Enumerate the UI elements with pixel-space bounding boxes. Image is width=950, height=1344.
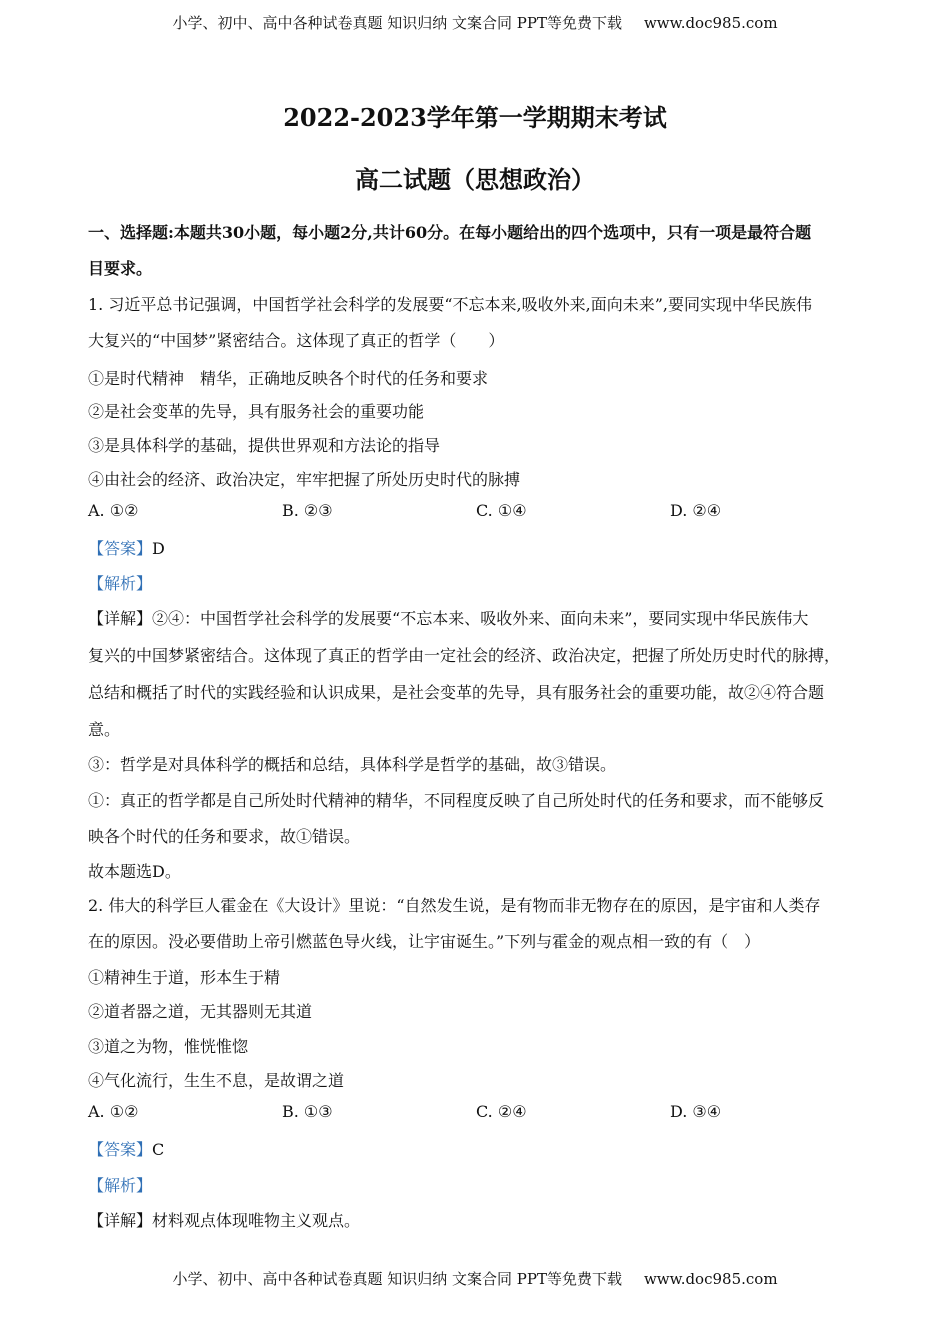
q2-option-c: C. ②④: [476, 1102, 527, 1121]
q2-statement-4: ④气化流行，生生不息，是故谓之道: [88, 1071, 345, 1090]
answer-tag: 【答案】: [88, 539, 153, 558]
q1-statement-2: ②是社会变革的先导，具有服务社会的重要功能: [88, 402, 425, 421]
q1-option-b: B. ②③: [282, 501, 333, 520]
q2-stem-line1: 2. 伟大的科学巨人霍金在《大设计》里说：“自然发生说，是有物而非无物存在的原因，是宇宙和人类存: [88, 896, 821, 915]
q2-detail-line1: [88, 1208, 360, 1231]
q1-detail-text: ②④：中国哲学社会科学的发展要“不忘本来、吸收外来、面向未来”，要同实现中华民族伟大: [152, 609, 809, 628]
exam-subtitle: 高二试题（思想政治）: [355, 165, 595, 194]
q2-analysis-tag: 【解析】: [88, 1176, 153, 1195]
answer-tag: 【答案】: [88, 1140, 153, 1159]
q2-stem-line2: 在的原因。没必要借助上帝引燃蓝色导火线，让宇宙诞生。”下列与霍金的观点相一致的有（ ）: [88, 932, 761, 951]
detail-tag: 【详解】: [88, 1211, 153, 1230]
header-text: 小学、初中、高中各种试卷真题 知识归纳 文案合同 PPT等免费下载: [172, 14, 622, 32]
page-footer: [0, 1268, 950, 1289]
section-instructions-line2: 目要求。: [88, 259, 153, 278]
q1-analysis-tag: 【解析】: [88, 574, 153, 593]
q1-detail-line2: 复兴的中国梦紧密结合。这体现了真正的哲学由一定社会的经济、政治决定，把握了所处历史时代的脉搏，: [88, 646, 841, 665]
q1-statement-3: ③是具体科学的基础，提供世界观和方法论的指导: [88, 436, 441, 455]
q1-detail-line1: [88, 606, 808, 629]
page-header: [0, 12, 950, 33]
q1-detail-line4: 意。: [88, 720, 121, 739]
q1-detail-line7: 映各个时代的任务和要求，故①错误。: [88, 827, 361, 846]
q1-stem-line1: 1. 习近平总书记强调，中国哲学社会科学的发展要“不忘本来,吸收外来,面向未来”,要同实现中华民族伟: [88, 295, 812, 314]
q1-detail-line8: 故本题选D。: [88, 862, 181, 881]
header-url[interactable]: www.doc985.com: [643, 14, 778, 32]
footer-text: 小学、初中、高中各种试卷真题 知识归纳 文案合同 PPT等免费下载: [172, 1270, 622, 1288]
q2-option-d: D. ③④: [670, 1102, 722, 1121]
q1-option-c: C. ①④: [476, 501, 527, 520]
q1-statement-1: ①是时代精神 精华，正确地反映各个时代的任务和要求: [88, 369, 489, 388]
detail-tag: 【详解】: [88, 609, 153, 628]
q2-statement-1: ①精神生于道，形本生于精: [88, 968, 281, 987]
q1-option-a: A. ①②: [88, 501, 139, 520]
exam-title: 2022-2023学年第一学期期末考试: [283, 103, 667, 132]
q2-option-a: A. ①②: [88, 1102, 139, 1121]
q2-option-b: B. ①③: [282, 1102, 333, 1121]
q2-statement-3: ③道之为物，惟恍惟惚: [88, 1037, 249, 1056]
answer-value: C: [152, 1140, 165, 1159]
q1-detail-line6: ①：真正的哲学都是自己所处时代精神的精华，不同程度反映了自己所处时代的任务和要求，而不能够反: [88, 791, 825, 810]
q1-option-d: D. ②④: [670, 501, 722, 520]
q1-detail-line3: 总结和概括了时代的实践经验和认识成果，是社会变革的先导，具有服务社会的重要功能，故②④符合题: [88, 683, 825, 702]
footer-url[interactable]: www.doc985.com: [643, 1270, 778, 1288]
q2-detail-text: 材料观点体现唯物主义观点。: [152, 1211, 361, 1230]
q1-statement-4: ④由社会的经济、政治决定，牢牢把握了所处历史时代的脉搏: [88, 470, 521, 489]
q2-answer: [88, 1137, 164, 1160]
q2-statement-2: ②道者器之道，无其器则无其道: [88, 1002, 313, 1021]
q1-stem-line2: 大复兴的“中国梦”紧密结合。这体现了真正的哲学（ ）: [88, 331, 505, 350]
section-instructions-line1: 一、选择题:本题共30小题，每小题2分,共计60分。在每小题给出的四个选项中，只有一项是最符合题: [88, 223, 812, 242]
answer-value: D: [152, 539, 165, 558]
q1-answer: [88, 536, 165, 559]
q1-detail-line5: ③：哲学是对具体科学的概括和总结，具体科学是哲学的基础，故③错误。: [88, 755, 617, 774]
